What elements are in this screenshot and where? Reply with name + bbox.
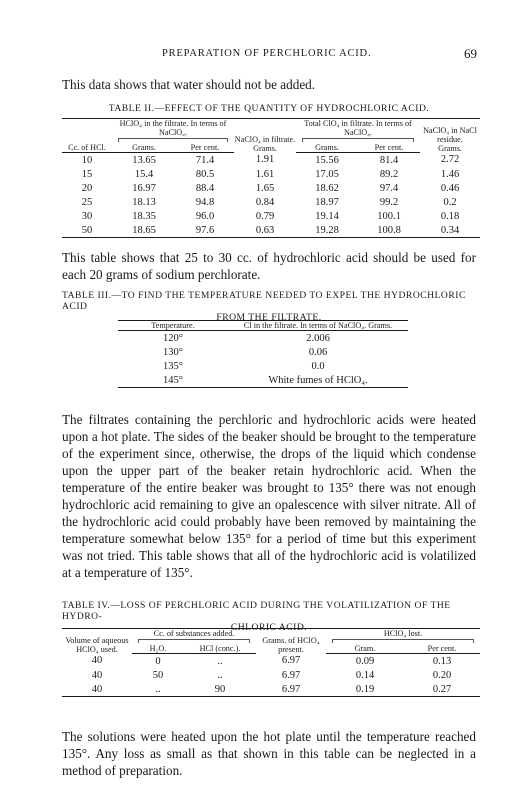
intro-sentence: This data shows that water should not be added. (62, 77, 316, 92)
table-row: 10 13.65 71.4 1.91 15.56 81.4 2.72 (81, 154, 460, 166)
table3-temperature-header: Temperature. (118, 321, 228, 331)
table2-total-percent-header: Per cent. (358, 143, 420, 153)
table4-lost-group-header: HClO₄ lost. (326, 629, 480, 645)
table2-percent-header: Per cent. (176, 143, 234, 153)
table4 (62, 628, 480, 697)
table3-caption-line2: FROM THE FILTRATE. (216, 312, 322, 323)
table3-caption-line1: TABLE III.—TO FIND THE TEMPERATURE NEEDED TO EXPEL THE HYDROCHLORIC ACID (62, 290, 466, 312)
paragraph-final: The solutions were heated upon the hot plate until the temperature reached 135°. Any loss as small as that shown in this table can be neglected in a method of preparation. (62, 729, 476, 778)
table-row: 15 15.4 80.5 1.61 17.05 89.2 1.46 (81, 168, 460, 180)
table4-hcl-header: HCl (conc.). (184, 644, 256, 654)
table2-caption: TABLE II.—EFFECT OF THE QUANTITY OF HYDROCHLORIC ACID. (108, 103, 430, 114)
table-row: 40 50 .. 6.97 0.14 0.20 (91, 669, 452, 681)
table-row: 135° 0.0 (163, 360, 325, 372)
table2-grams-header: Grams. (112, 143, 176, 153)
table4-h2o-header: H₂O. (132, 644, 184, 654)
table2-total-grams-header: Grams. (296, 143, 358, 153)
table2-cc-hcl-header: Cc. of HCl. (62, 143, 112, 153)
paragraph-table2-conclusion: This table shows that 25 to 30 cc. of hydrochloric acid should be used for each 20 grams of sodium perchlorate. (62, 250, 476, 282)
table-row: 20 16.97 88.4 1.65 18.62 97.4 0.46 (81, 182, 460, 194)
page-number: 69 (464, 46, 477, 61)
table2-hclo4-group-header: HClO₄ in the filtrate. In terms of NaClO₄. (112, 119, 234, 144)
table4-cc-group-header: Cc. of substances added. (132, 629, 256, 645)
table3 (118, 320, 408, 388)
table-row: 130° 0.06 (163, 346, 328, 358)
table-row: 40 .. 90 6.97 0.19 0.27 (62, 682, 480, 697)
table-row: 40 0 .. 6.97 0.09 0.13 (91, 655, 452, 667)
table4-gram-header: Gram. (326, 644, 404, 654)
table-row: 145° White fumes of HClO₄. (118, 373, 408, 388)
table2-naclo4-filtrate-header: NaClO₄ in filtrate. Grams. (234, 134, 296, 153)
table-row: 25 18.13 94.8 0.84 18.97 99.2 0.2 (81, 196, 457, 208)
table4-grams-present-header: Grams. of HClO₄ present. (262, 635, 320, 654)
paragraph-filtrate-discussion: The filtrates containing the perchloric and hydrochloric acids were heated upon a hot plate. The sides of the beaker should be brought to the temperature of the experiment since, otherwise, the drops of the liquid which condense upon the upper part of the beaker retain hydrochloric acid. When the temperature of the entire beaker was brought to 135° there was not enough hydrochloric acid remaining to give an opalescence with silver nitrate. All of the hydrochloric acid could probably have been removed by maintaining the temperature somewhat below 135° for a period of time but this experiment was not tried. This table shows that all of the hydrochloric acid is volatilized at a temperature of 135°. (62, 412, 476, 580)
table2-naclo4-residue-header: NaClO₄ in NaCl residue. Grams. (423, 125, 477, 153)
running-header (62, 48, 477, 64)
table4-caption-line2: CHLORIC ACID. (230, 622, 308, 633)
table3-cl-header: Cl in the filtrate. In terms of NaClO₄. Grams. (228, 321, 408, 331)
table-row: 50 18.65 97.6 0.63 19.28 100.8 0.34 (62, 223, 480, 238)
table2 (62, 118, 480, 238)
table2-total-group-header: Total ClO₄ in filtrate. In terms of NaClO₄. (296, 119, 420, 144)
table-row: 120° 2.006 (163, 332, 330, 344)
table4-volume-header: Volume of aqueous HClO₄ used. (65, 635, 129, 654)
table3-caption (62, 290, 476, 323)
table-row: 30 18.35 96.0 0.79 19.14 100.1 0.18 (81, 210, 460, 222)
running-title: PREPARATION OF PERCHLORIC ACID. (162, 48, 372, 59)
table4-percent-header: Per cent. (404, 644, 480, 654)
table4-caption-line1: TABLE IV.—LOSS OF PERCHLORIC ACID DURING THE VOLATILIZATION OF THE HYDRO- (62, 600, 451, 622)
